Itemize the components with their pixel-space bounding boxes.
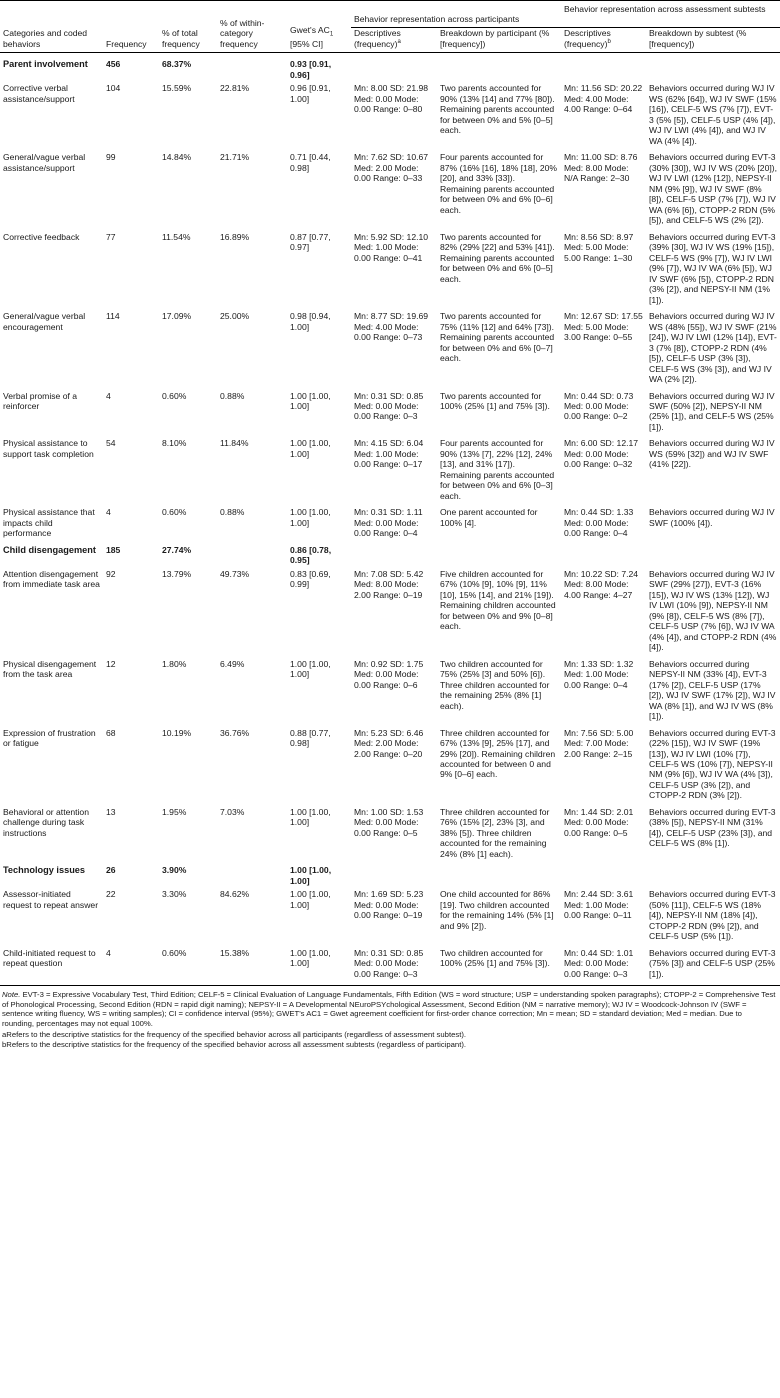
behavior-pct-within: 25.00%: [220, 311, 250, 322]
behavior-ac: 1.00 [1.00, 1.00]: [290, 390, 331, 411]
behavior-frequency: 54: [106, 438, 116, 449]
behavior-frequency: 99: [106, 152, 116, 163]
behavior-desc-subtests: Mn: 0.44 SD: 1.01 Med: 0.00 Mode: 0.00 Range: 0–3: [564, 947, 634, 979]
header-desc-subtests-sup: b: [607, 39, 611, 46]
behavior-pct-total: 17.09%: [162, 311, 192, 322]
behavior-breakdown-participants: Two parents accounted for 82% (29% [22] and 53% [41]). Remaining parents accounted for between 0% and 6% [0–5] each.: [440, 231, 555, 284]
behavior-pct-total: 1.80%: [162, 658, 187, 669]
behavior-breakdown-participants: Two parents accounted for 75% (11% [12] and 64% [73]). Remaining parents accounted for between 0% and 6% [0–7] each.: [440, 311, 555, 364]
behavior-row: [0, 653, 780, 722]
category-pct-within: [217, 53, 287, 80]
behavior-name: Expression of frustration or fatigue: [3, 727, 96, 749]
behavior-pct-total: 1.95%: [162, 806, 187, 817]
behavior-pct-total: 3.30%: [162, 889, 187, 900]
behavior-pct-within: 49.73%: [220, 568, 250, 579]
behavior-breakdown-subtests: Behaviors occurred during WJ IV SWF (29% [27]), EVT-3 (16% [15]), WJ IV WS (13% [12]), WJ IV LWI (10% [9]), NEPSY-II NM (9% [8]), CELF-5 WS (8% [7]), CELF-5 USP (7% [6]), WJ IV WA (4% [4]), and CTOPP-2 RDN (4% [4]).: [649, 568, 777, 653]
behavior-breakdown-subtests: Behaviors occurred during WJ IV SWF (100% [4]).: [649, 507, 775, 528]
header-category: Categories and coded behaviors: [3, 28, 88, 49]
behavior-ac: 0.96 [0.91, 1.00]: [290, 83, 331, 104]
behavior-name: Physical assistance to support task completion: [3, 438, 94, 459]
behavior-pct-within: 84.62%: [220, 889, 250, 900]
behavior-ac: 1.00 [1.00, 1.00]: [290, 806, 331, 828]
behavior-frequency: 68: [106, 727, 116, 738]
behavior-breakdown-subtests: Behaviors occurred during EVT-3 (39% [30], WJ IV WS (19% [15]), CELF-5 WS (9% [7]), WJ IV LWI (9% [7]), WJ IV WA (6% [5]), WJ IV SWF (6% [5]), CTOPP-2 RDN (3% [2]), and NEPSY-II NM (1% [1]).: [649, 231, 776, 305]
behavior-frequency: 77: [106, 231, 116, 242]
behavior-breakdown-participants: Two parents accounted for 90% (13% [14] and 77% [80]). Remaining parents accounted for between 0% and 5% [0–5] each.: [440, 83, 555, 136]
category-ac: 0.86 [0.78, 0.95]: [290, 544, 332, 566]
behavior-breakdown-subtests: Behaviors occurred during WJ IV WS (59% [32]) and WJ IV SWF (41% [22]).: [649, 438, 775, 470]
behavior-frequency: 12: [106, 658, 116, 669]
behavior-name: Behavioral or attention challenge during task instructions: [3, 806, 89, 838]
behavior-ac: 0.71 [0.44, 0.98]: [290, 152, 331, 173]
header-gwet-sub: 1: [329, 31, 334, 38]
behavior-pct-total: 14.84%: [162, 152, 192, 163]
behavior-frequency: 4: [106, 507, 111, 518]
category-row: [0, 539, 780, 566]
table-body: [0, 53, 780, 983]
header-gwet: [287, 1, 351, 53]
category-ac: 0.93 [0.91, 0.96]: [290, 59, 332, 80]
behavior-desc-subtests: Mn: 1.33 SD: 1.32 Med: 1.00 Mode: 0.00 Range: 0–4: [564, 658, 634, 690]
header-desc-participants-text: Descriptives (frequency): [354, 28, 401, 49]
behavior-ac: 1.00 [1.00, 1.00]: [290, 438, 331, 459]
behavior-breakdown-subtests: Behaviors occurred during EVT-3 (50% [11]), CELF-5 WS (18% [4]), NEPSY-II NM (18% [4]), CTOPP-2 RDN (9% [2]), and CELF-5 USP (5% [1]).: [649, 889, 776, 942]
category-name: Parent involvement: [3, 59, 88, 70]
category-frequency: 185: [106, 544, 121, 555]
behavior-desc-subtests: Mn: 11.56 SD: 20.22 Med: 4.00 Mode: 4.00 Range: 0–64: [564, 83, 643, 115]
behavior-pct-total: 15.59%: [162, 83, 192, 94]
category-frequency: 456: [106, 59, 121, 70]
header-breakdown-participants: Breakdown by participant (% [frequency]): [440, 28, 550, 49]
header-desc-participants-sup: a: [397, 39, 401, 46]
behavior-desc-subtests: Mn: 0.44 SD: 1.33 Med: 0.00 Mode: 0.00 Range: 0–4: [564, 507, 634, 539]
behavior-desc-participants: Mn: 7.08 SD: 5.42 Med: 8.00 Mode: 2.00 Range: 0–19: [354, 568, 424, 600]
behavior-pct-total: 0.60%: [162, 390, 187, 401]
behavior-ac: 1.00 [1.00, 1.00]: [290, 889, 331, 910]
behavior-desc-participants: Mn: 1.69 SD: 5.23 Med: 0.00 Mode: 0.00 Range: 0–19: [354, 889, 424, 921]
behavior-breakdown-participants: One child accounted for 86% [19]. Two children accounted for the remaining 14% (5% [1] and 9% [2]).: [440, 889, 554, 931]
behavior-pct-within: 16.89%: [220, 231, 250, 242]
note-label: Note.: [2, 990, 21, 1000]
note-text: EVT-3 = Expressive Vocabulary Test, Third Edition; CELF-5 = Clinical Evaluation of Language Fundamentals, Fifth Edition (WS = word structure; USP = understanding spoken paragraphs); CTOPP-2 = Comprehensive Test of Phonological Processing, Second Edition (RDN = rapid digit naming); NEPSY-II = A Developmental NEuroPSYchological Assessment, Second Edition (NM = narrative memory); WJ IV = Woodcock-Johnson IV (SWF = sentence writing fluency, WS = writing samples); CI = confidence interval (95%); GWET's AC1 = Gwet agreement coefficient for first-order chance correction; Mn = mean; SD = standard deviation; Med = median. Due to rounding, percentages may not equal 100%.: [2, 990, 776, 1029]
category-desc-participants: [351, 539, 437, 566]
behavior-breakdown-participants: One parent accounted for 100% [4].: [440, 507, 538, 528]
behavior-desc-participants: Mn: 5.92 SD: 12.10 Med: 1.00 Mode: 0.00 Range: 0–41: [354, 231, 429, 263]
header-frequency: Frequency: [106, 38, 147, 49]
note-a: aRefers to the descriptive statistics for the frequency of the specified behavior across all participants (regardless of assessment subtest).: [2, 1029, 467, 1039]
behavior-name: Attention disengagement from immediate task area: [3, 568, 100, 590]
header-gwet-ci: [95% CI]: [290, 38, 323, 49]
behavior-name: Corrective verbal assistance/support: [3, 83, 75, 104]
behavior-frequency: 104: [106, 83, 121, 94]
behavior-pct-within: 36.76%: [220, 727, 250, 738]
behavior-row: [0, 722, 780, 801]
behavior-pct-within: 7.03%: [220, 806, 245, 817]
behavior-breakdown-subtests: Behaviors occurred during WJ IV WS (62% [64]), WJ IV SWF (15% [16]), CELF-5 WS (7% [7]), EVT-3 (5% [5]), CELF-5 USP (4% [4]), WJ IV LWI (4% [4]), and WJ IV WA (4% [4]).: [649, 83, 777, 146]
behavior-pct-within: 0.88%: [220, 390, 245, 401]
behavior-desc-subtests: Mn: 6.00 SD: 12.17 Med: 0.00 Mode: 0.00 Range: 0–32: [564, 438, 639, 470]
behavior-breakdown-participants: Four parents accounted for 87% (16% [16], 18% [18], 20% [20], and 33% [33]). Remaining parents accounted for between 0% and 6% [0–6] each.: [440, 152, 558, 215]
behavior-ac: 0.83 [0.69, 0.99]: [290, 568, 331, 590]
behavior-breakdown-participants: Two parents accounted for 100% (25% [1] and 75% [3]).: [440, 390, 550, 411]
category-pct-total: 68.37%: [162, 59, 192, 70]
behavior-name: Child-initiated request to repeat question: [3, 947, 96, 969]
behavior-ac: 1.00 [1.00, 1.00]: [290, 507, 331, 528]
header-desc-participants: [351, 28, 437, 53]
category-breakdown-participants: [437, 53, 561, 80]
behavior-pct-within: 6.49%: [220, 658, 245, 669]
behavior-breakdown-subtests: Behaviors occurred during EVT-3 (22% [15]), WJ IV SWF (19% [13]), WJ IV LWI (10% [7]), CELF-5 WS (10% [7]), NEPSY-II NM (9% [6]), WJ IV WA (4% [3]), CELF-5 USP (3% [2]), and CTOPP-2 RDN (3% [2]).: [649, 727, 776, 801]
behavior-desc-participants: Mn: 8.00 SD: 21.98 Med: 0.00 Mode: 0.00 Range: 0–80: [354, 83, 429, 115]
behavior-row: [0, 886, 780, 941]
header-group-subtests: Behavior representation across assessment subtests: [561, 1, 780, 28]
behavior-desc-participants: Mn: 0.31 SD: 1.11 Med: 0.00 Mode: 0.00 Range: 0–4: [354, 507, 423, 539]
behavior-pct-total: 0.60%: [162, 947, 187, 958]
behavior-ac: 0.87 [0.77, 0.97]: [290, 231, 331, 253]
behavior-row: [0, 385, 780, 433]
behavior-desc-subtests: Mn: 10.22 SD: 7.24 Med: 8.00 Mode: 4.00 Range: 4–27: [564, 568, 639, 600]
behavior-desc-subtests: Mn: 7.56 SD: 5.00 Med: 7.00 Mode: 2.00 Range: 2–15: [564, 727, 634, 759]
behavior-desc-participants: Mn: 7.62 SD: 10.67 Med: 2.00 Mode: 0.00 Range: 0–33: [354, 152, 429, 184]
category-frequency: 26: [106, 865, 116, 876]
category-breakdown-subtests: [646, 539, 780, 566]
behavior-desc-subtests: Mn: 1.44 SD: 2.01 Med: 0.00 Mode: 0.00 Range: 0–5: [564, 806, 634, 838]
behavior-desc-subtests: Mn: 11.00 SD: 8.76 Med: 8.00 Mode: N/A Range: 2–30: [564, 152, 638, 184]
behavior-pct-within: 22.81%: [220, 83, 250, 94]
behavior-ac: 0.98 [0.94, 1.00]: [290, 311, 331, 332]
behavior-pct-within: 11.84%: [220, 438, 249, 449]
behavior-frequency: 92: [106, 568, 116, 579]
note-main: [2, 990, 776, 1029]
behavior-breakdown-subtests: Behaviors occurred during WJ IV SWF (50% [2]), NEPSY-II NM (25% [1]), and CELF-5 WS (25% [1]).: [649, 390, 775, 432]
header-group-participants: Behavior representation across participants: [351, 1, 561, 28]
behavior-pct-total: 11.54%: [162, 231, 191, 242]
category-ac: 1.00 [1.00, 1.00]: [290, 865, 332, 886]
behavior-breakdown-participants: Two children accounted for 75% (25% [3] and 50% [6]). Three children accounted for the remaining 25% (8% [1] each).: [440, 658, 550, 711]
behavior-pct-within: 15.38%: [220, 947, 250, 958]
behavior-pct-within: 0.88%: [220, 507, 245, 518]
category-name: Technology issues: [3, 865, 86, 876]
behavior-desc-participants: Mn: 1.00 SD: 1.53 Med: 0.00 Mode: 0.00 Range: 0–5: [354, 806, 424, 838]
behavior-ac: 1.00 [1.00, 1.00]: [290, 947, 331, 969]
behavior-breakdown-subtests: Behaviors occurred during EVT-3 (75% [3]) and CELF-5 USP (25% [1]).: [649, 947, 776, 979]
category-desc-participants: [351, 53, 437, 80]
behavior-name: Corrective feedback: [3, 231, 80, 242]
category-pct-within: [217, 539, 287, 566]
behavior-row: [0, 501, 780, 538]
behavior-name: Physical assistance that impacts child performance: [3, 507, 95, 539]
category-breakdown-subtests: [646, 53, 780, 80]
category-name: Child disengagement: [3, 544, 96, 555]
behavior-row: [0, 80, 780, 146]
behavior-pct-total: 13.79%: [162, 568, 192, 579]
behavior-breakdown-participants: Five children accounted for 67% (10% [9], 10% [9], 11% [10], 15% [14], and 21% [19]). Remaining children accounted for between 0% and 9% [0–8] each.: [440, 568, 556, 632]
category-desc-subtests: [561, 539, 646, 566]
behavior-row: [0, 432, 780, 501]
behavior-desc-subtests: Mn: 2.44 SD: 3.61 Med: 1.00 Mode: 0.00 Range: 0–11: [564, 889, 634, 921]
category-breakdown-subtests: [646, 859, 780, 886]
behavior-frequency: 13: [106, 806, 116, 817]
header-pct-total: % of total frequency: [162, 28, 200, 49]
behavior-breakdown-participants: Three children accounted for 76% (15% [2], 23% [3], and 38% [5]). Three children accounted for the remaining 24% (8% [1] each).: [440, 806, 550, 859]
behavior-desc-participants: Mn: 4.15 SD: 6.04 Med: 1.00 Mode: 0.00 Range: 0–17: [354, 438, 424, 470]
behavior-name: Verbal promise of a reinforcer: [3, 390, 78, 411]
behavior-ac: 1.00 [1.00, 1.00]: [290, 658, 331, 680]
category-row: [0, 859, 780, 886]
behavior-frequency: 4: [106, 947, 111, 958]
behavior-breakdown-subtests: Behaviors occurred during WJ IV WS (48% [55]), WJ IV SWF (21% [24]), WJ IV LWI (12% [14]), EVT-3 (7% [8]), CTOPP-2 RDN (4% [5]), CELF-5 USP (3% [3]), CELF-5 WS (3% [3]), and WJ IV WA (2% [2]).: [649, 311, 777, 385]
header-breakdown-subtests: Breakdown by subtest (% [frequency]): [649, 28, 747, 49]
header-desc-subtests-text: Descriptives (frequency): [564, 28, 611, 49]
behavior-name: Physical disengagement from the task area: [3, 658, 97, 680]
behavior-desc-subtests: Mn: 12.67 SD: 17.55 Med: 5.00 Mode: 3.00 Range: 0–55: [564, 311, 643, 343]
category-pct-within: [217, 859, 287, 886]
behavior-breakdown-subtests: Behaviors occurred during EVT-3 (30% [30]), WJ IV WS (20% [20]), WJ IV LWI (12% [12]), NEPSY-II NM (9% [9]), WJ IV SWF (8% [8]), CELF-5 USP (7% [7]), WJ IV WA (6% [6]), CTOPP-2 RDN (5% [5]), and CELF-5 WS (2% [2]).: [649, 152, 777, 226]
behavior-pct-total: 8.10%: [162, 438, 187, 449]
category-pct-total: 27.74%: [162, 544, 192, 555]
category-desc-participants: [351, 859, 437, 886]
category-desc-subtests: [561, 53, 646, 80]
category-desc-subtests: [561, 859, 646, 886]
behavior-name: General/vague verbal assistance/support: [3, 152, 86, 173]
behavior-pct-total: 10.19%: [162, 727, 192, 738]
header-desc-subtests: [561, 28, 646, 53]
behavior-pct-within: 21.71%: [220, 152, 250, 163]
behavior-ac: 0.88 [0.77, 0.98]: [290, 727, 331, 749]
behavior-desc-participants: Mn: 0.31 SD: 0.85 Med: 0.00 Mode: 0.00 Range: 0–3: [354, 390, 424, 422]
behavior-name: General/vague verbal encouragement: [3, 311, 86, 332]
table-notes: [0, 985, 780, 1050]
behavior-row: [0, 566, 780, 653]
behavior-frequency: 22: [106, 889, 116, 900]
behavior-desc-participants: Mn: 5.23 SD: 6.46 Med: 2.00 Mode: 2.00 Range: 0–20: [354, 727, 424, 759]
behavior-frequency: 4: [106, 390, 111, 401]
behavior-frequency: 114: [106, 311, 120, 322]
behavior-desc-participants: Mn: 0.31 SD: 0.85 Med: 0.00 Mode: 0.00 Range: 0–3: [354, 947, 424, 979]
note-b: bRefers to the descriptive statistics for the frequency of the specified behavior across all assessment subtests (regardless of participant).: [2, 1040, 467, 1050]
behavior-desc-subtests: Mn: 0.44 SD: 0.73 Med: 0.00 Mode: 0.00 Range: 0–2: [564, 390, 634, 422]
behavior-row: [0, 226, 780, 305]
behavior-desc-participants: Mn: 0.92 SD: 1.75 Med: 0.00 Mode: 0.00 Range: 0–6: [354, 658, 424, 690]
behavior-row: [0, 942, 780, 983]
category-breakdown-participants: [437, 859, 561, 886]
behavior-breakdown-participants: Three children accounted for 67% (13% [9], 25% [17], and 29% [20]). Remaining children accounted for between 0 and 9% [0–6] each.: [440, 727, 556, 780]
behavior-breakdown-participants: Four parents accounted for 90% (13% [7], 22% [12], 24% [13], and 31% [17]). Remaining parents accounted for between 0% and 6% [0–3] each.: [440, 438, 555, 501]
behavior-name: Assessor-initiated request to repeat answer: [3, 889, 99, 910]
header-gwet-label: Gwet's AC: [290, 24, 330, 35]
behavior-breakdown-subtests: Behaviors occurred during EVT-3 (38% [5]), NEPSY-II NM (31% [4]), CELF-5 USP (23% [3]), and CELF-5 WS (8% [1]).: [649, 806, 776, 849]
category-breakdown-participants: [437, 539, 561, 566]
behavior-row: [0, 146, 780, 225]
behavior-desc-participants: Mn: 8.77 SD: 19.69 Med: 4.00 Mode: 0.00 Range: 0–73: [354, 311, 429, 343]
behavior-pct-total: 0.60%: [162, 507, 187, 518]
behavior-row: [0, 305, 780, 384]
behavior-desc-subtests: Mn: 8.56 SD: 8.97 Med: 5.00 Mode: 5.00 Range: 1–30: [564, 231, 634, 263]
behavior-row: [0, 801, 780, 859]
behavior-breakdown-participants: Two children accounted for 100% (25% [1] and 75% [3]).: [440, 947, 550, 969]
behavior-breakdown-subtests: Behaviors occurred during NEPSY-II NM (33% [4]), EVT-3 (17% [2]), CELF-5 USP (17% [2]), WJ IV SWF (17% [2]), WJ IV WA (8% [1]), and WJ IV WS (8% [1]).: [649, 658, 776, 722]
table-header: [0, 1, 780, 53]
header-pct-within: % of within-category frequency: [220, 18, 265, 49]
category-pct-total: 3.90%: [162, 865, 187, 876]
category-row: [0, 53, 780, 80]
